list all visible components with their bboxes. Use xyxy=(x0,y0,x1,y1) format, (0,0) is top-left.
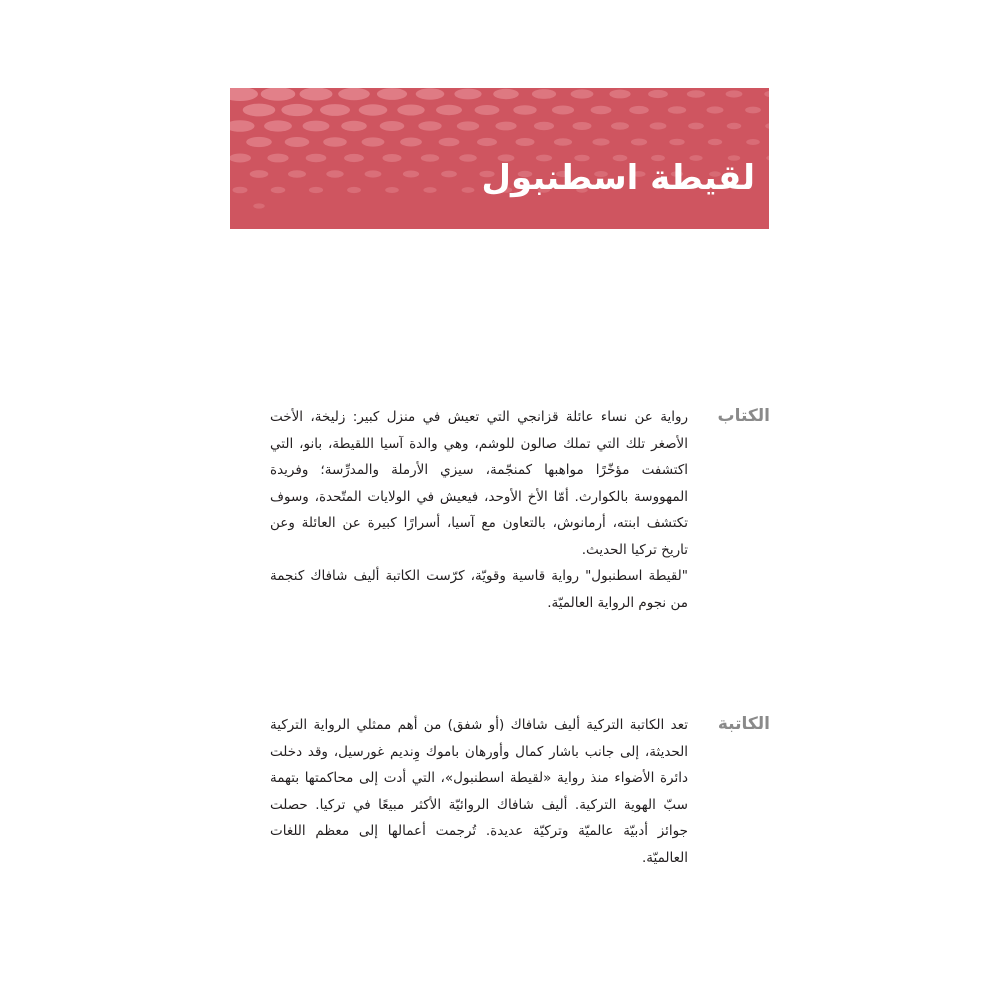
pattern-dot xyxy=(687,90,705,98)
pattern-dot xyxy=(631,139,647,146)
pattern-dot xyxy=(688,123,704,130)
pattern-dot xyxy=(285,137,310,147)
pattern-dot xyxy=(648,90,668,98)
pattern-dot xyxy=(726,90,743,97)
pattern-dot xyxy=(264,120,292,131)
pattern-dot xyxy=(385,187,399,193)
pattern-dot xyxy=(629,106,649,114)
pattern-dot xyxy=(475,105,500,115)
pattern-dot xyxy=(745,107,761,114)
pattern-dot xyxy=(418,121,441,131)
pattern-dot xyxy=(552,106,574,115)
pattern-dot xyxy=(454,89,481,100)
section-text-book xyxy=(270,404,688,616)
pattern-dot xyxy=(441,171,457,178)
pattern-dot xyxy=(243,104,276,117)
pattern-dot xyxy=(230,154,251,163)
pattern-dot xyxy=(303,121,330,132)
pattern-dot xyxy=(288,170,306,178)
pattern-dot xyxy=(436,105,462,115)
book-paragraph: "لقيطة اسطنبول" رواية قاسية وقويّة، كرّست الكاتبة أليف شافاك كنجمة من نجوم الرواية العالميّة. xyxy=(270,568,688,611)
pattern-dot xyxy=(326,170,343,177)
pattern-dot xyxy=(359,104,388,115)
pattern-dot xyxy=(397,105,424,116)
pattern-dot xyxy=(377,88,407,100)
pattern-dot xyxy=(462,187,475,193)
book-paragraph: رواية عن نساء عائلة قزانجي التي تعيش في منزل كبير: زليخة، الأخت الأصغر تلك التي تملك صالون للوشم، وهي والدة آسيا اللقيطة، بانو، التي اكتشفت مؤخّرًا مواهبها كمنجّمة، سيزي الأرملة والمدرِّسة؛ وفريدة المهووسة بالكوارث. أمّا الأخ الأوحد، فيعيش في الولايات المتّحدة، وسوف تكتشف ابنته، أرمانوش، بالتعاون مع آسيا، أسرارًا كبيرة عن العائلة وعن تاريخ تركيا الحديث. xyxy=(270,409,688,558)
section-text-author xyxy=(270,712,688,871)
pattern-dot xyxy=(764,91,769,98)
pattern-dot xyxy=(320,104,350,116)
pattern-dot xyxy=(309,187,323,193)
pattern-dot xyxy=(592,138,609,145)
pattern-dot xyxy=(230,88,258,101)
pattern-dot xyxy=(766,155,769,160)
pattern-dot xyxy=(650,122,667,129)
pattern-dot xyxy=(400,138,422,147)
pattern-dot xyxy=(261,88,296,101)
author-paragraph: تعد الكاتبة التركية أليف شافاك (أو شفق) من أهم ممثلي الرواية التركية الحديثة، إلى جانب باشار كمال وأورهان باموك وِنديم غورسيل، وقد دخلت دائرة الأضواء منذ رواية «لقيطة اسطنبول»، التي أدت إلى محاكمتها بتهمة سبّ الهوية التركية. أليف شافاك الروائيّة الأكثر مبيعًا في تركيا. حصلت جوائز أدبيّة عالميّة وتركيّة عديدة. تُرجمت أعمالها إلى معظم اللغات العالميّة. xyxy=(270,717,688,866)
pattern-dot xyxy=(233,187,248,194)
pattern-dot xyxy=(532,89,556,99)
pattern-dot xyxy=(267,154,288,163)
pattern-dot xyxy=(323,137,347,147)
pattern-dot xyxy=(439,138,460,147)
pattern-dot xyxy=(477,138,497,146)
pattern-dot xyxy=(421,154,439,162)
pattern-dot xyxy=(380,121,405,131)
section-label-book: الكتاب xyxy=(717,406,770,426)
pattern-dot xyxy=(554,138,572,146)
pattern-dot xyxy=(230,120,255,132)
pattern-dot xyxy=(708,139,722,145)
pattern-dot xyxy=(765,123,769,129)
pattern-dot xyxy=(746,139,760,145)
pattern-dot xyxy=(707,106,724,113)
pattern-dot xyxy=(727,123,742,129)
pattern-dot xyxy=(513,105,536,115)
pattern-dot xyxy=(493,89,519,99)
pattern-dot xyxy=(571,89,594,98)
pattern-dot xyxy=(459,154,477,161)
pattern-dot xyxy=(534,122,554,130)
pattern-dot xyxy=(668,106,686,114)
pattern-dot xyxy=(611,122,629,130)
pattern-dot xyxy=(338,88,370,100)
pattern-dot xyxy=(347,187,361,193)
pattern-dot xyxy=(271,187,286,193)
pattern-dot xyxy=(341,121,367,131)
pattern-dot xyxy=(403,171,419,178)
pattern-dot xyxy=(300,88,333,101)
pattern-dot xyxy=(246,137,272,147)
pattern-dot xyxy=(669,139,684,146)
pattern-dot xyxy=(573,122,592,130)
pattern-dot xyxy=(609,90,630,99)
pattern-dot xyxy=(516,138,535,146)
pattern-dot xyxy=(253,203,265,208)
pattern-dot xyxy=(362,137,385,146)
pattern-dot xyxy=(383,154,402,162)
pattern-dot xyxy=(423,187,436,193)
pattern-dot xyxy=(416,88,445,99)
pattern-dot xyxy=(281,104,312,116)
pattern-dot xyxy=(306,154,327,162)
pattern-dot xyxy=(591,106,612,115)
pattern-dot xyxy=(250,170,269,178)
title-banner xyxy=(230,88,769,229)
pattern-dot xyxy=(344,154,364,162)
pattern-dot xyxy=(365,170,382,177)
book-title: لقيطة اسطنبول xyxy=(481,158,755,198)
section-label-author: الكاتبة xyxy=(717,714,770,734)
pattern-dot xyxy=(495,122,516,131)
pattern-dot xyxy=(457,121,479,130)
